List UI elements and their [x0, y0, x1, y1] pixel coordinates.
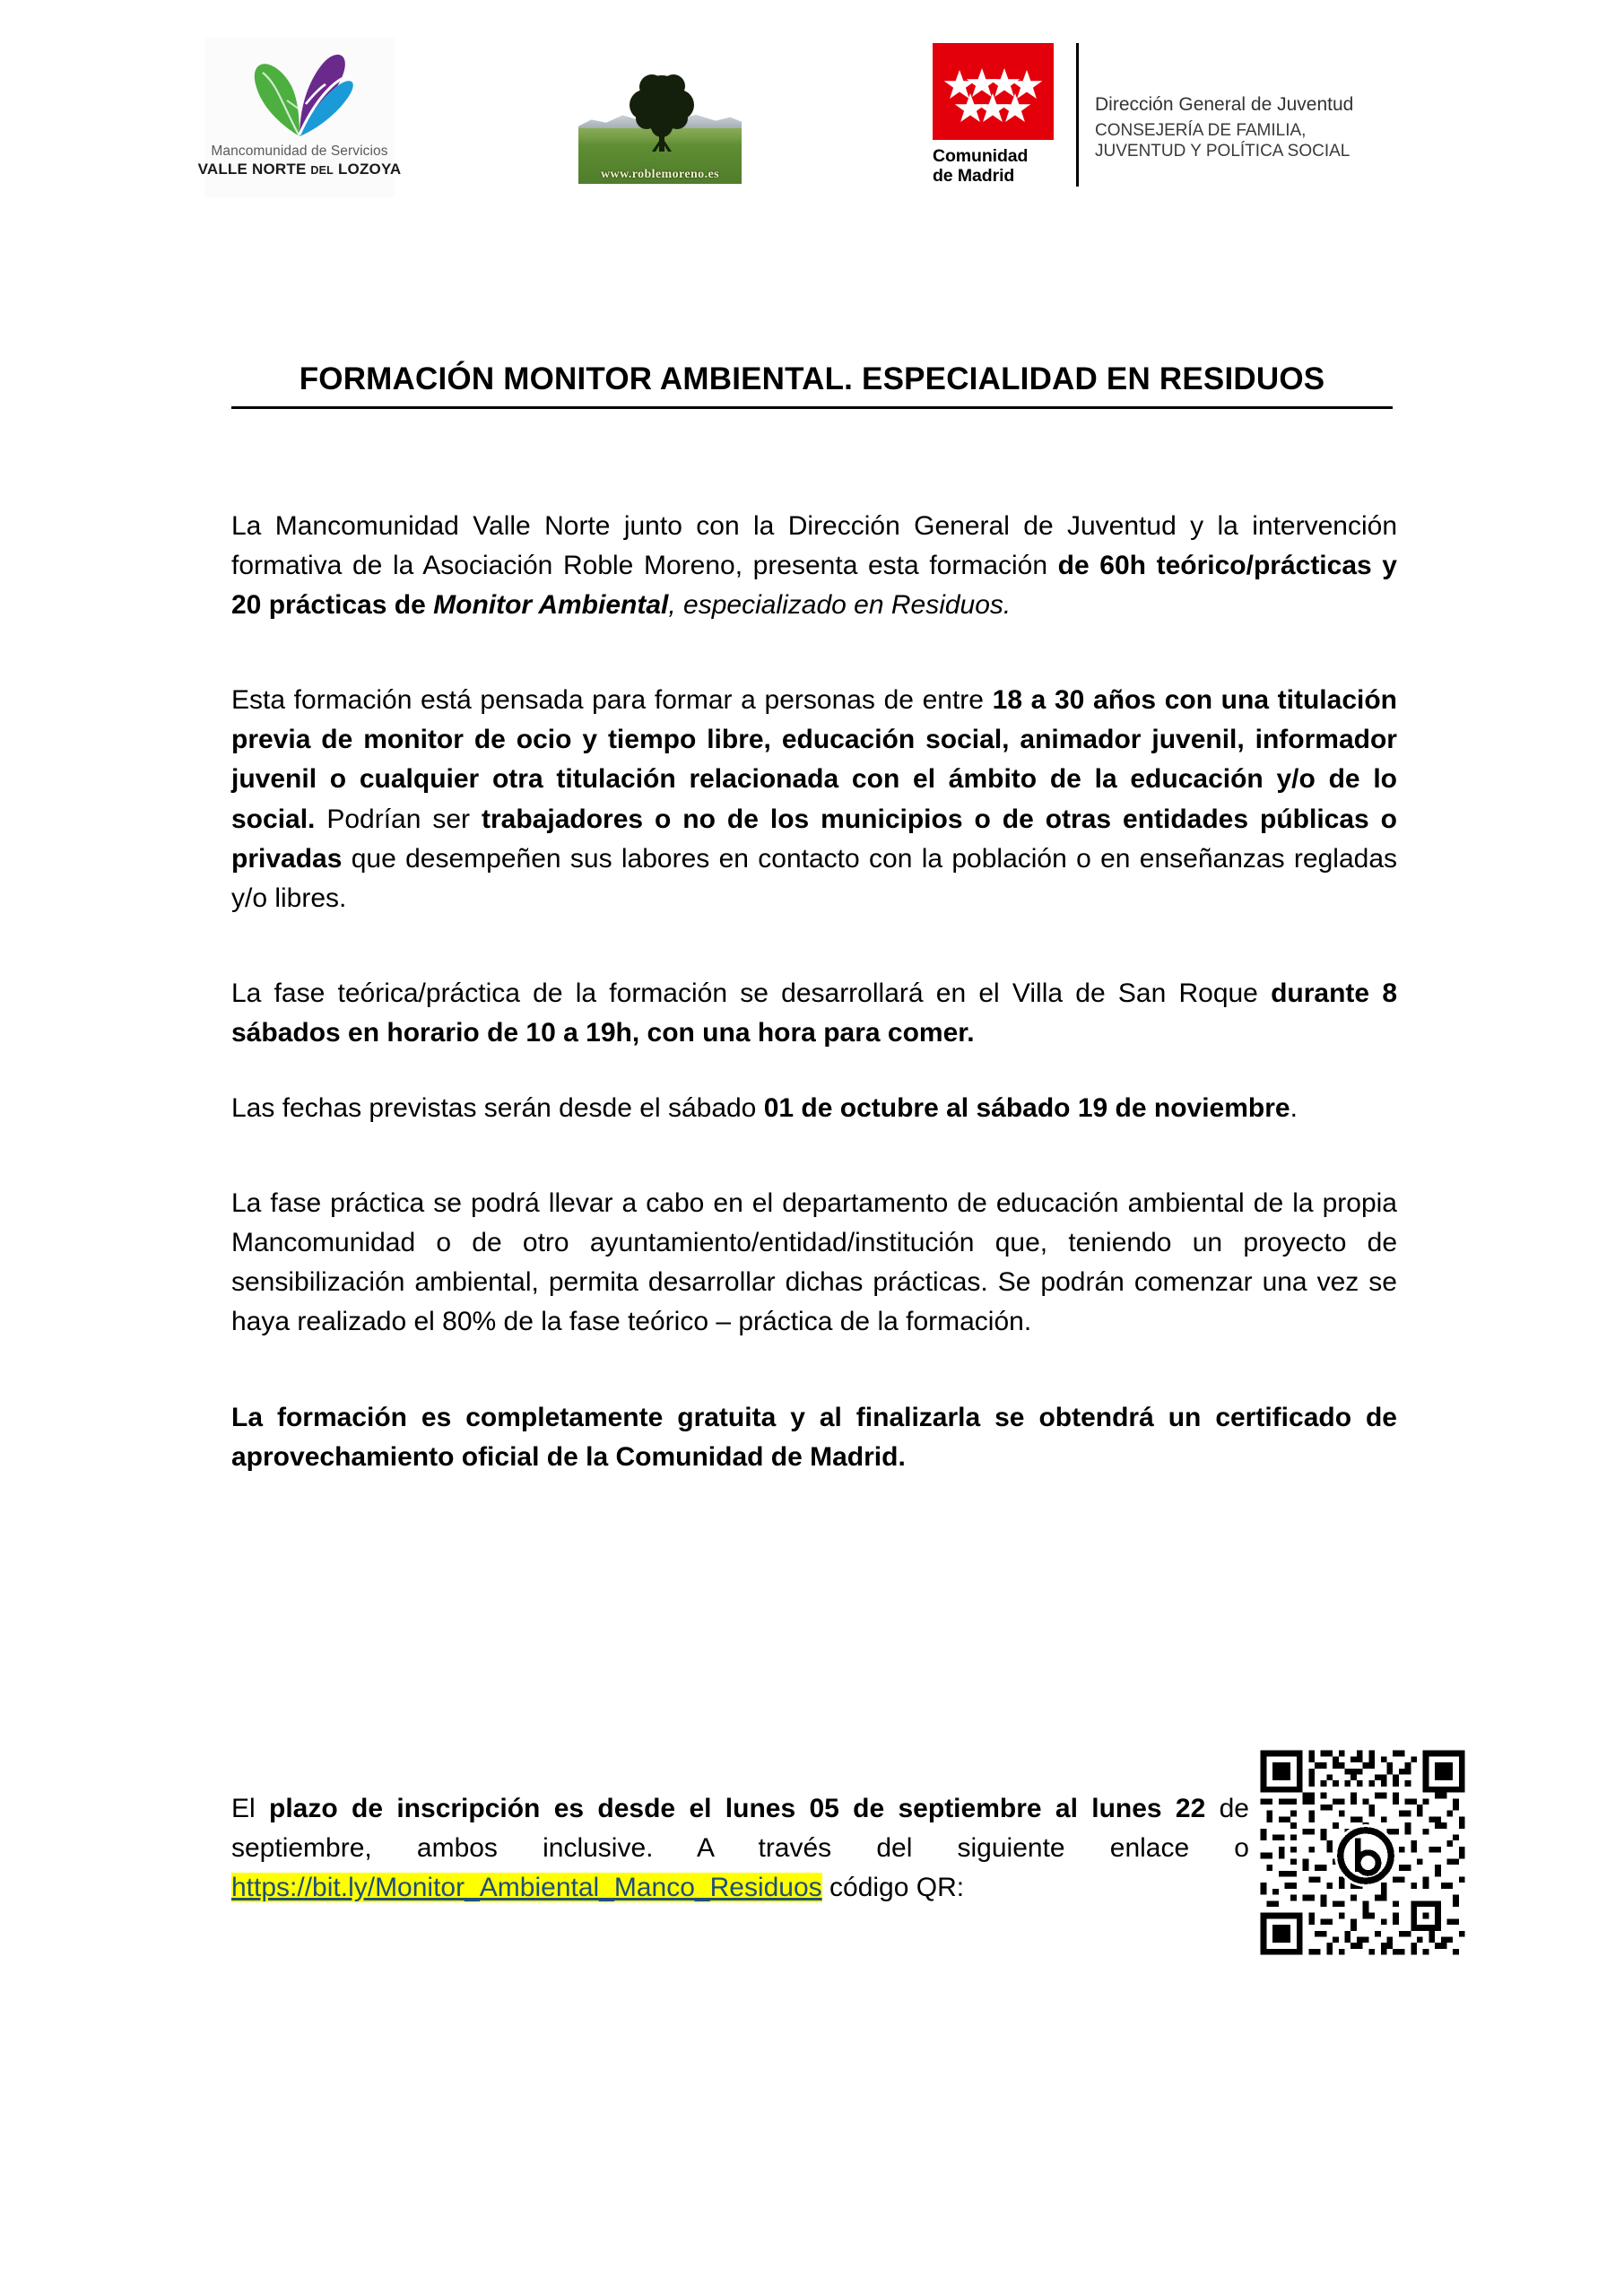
- roble-moreno-url-text: www.roblemoreno.es: [601, 168, 719, 181]
- mancomunidad-valle-norte-lozoya-logo: [197, 38, 402, 197]
- header-logos: [0, 0, 1624, 247]
- qr-code-matrix: [1255, 1744, 1477, 1967]
- mancomunidad-logo-valle-norte: VALLE NORTE: [197, 161, 311, 178]
- comunidad-de-madrid-department: [1095, 43, 1353, 162]
- p6-bold-1: La formación es completamente gratuita y al finalizarla se obtendrá un certificado de aprovechamiento oficial de la Comunidad de Madrid.: [231, 1402, 1397, 1472]
- p7-bold-1: plazo de inscripción es desde el lunes 05 de septiembre al lunes 22: [269, 1794, 1206, 1823]
- paragraph-spacer: [231, 625, 1397, 681]
- comunidad-de-madrid-wordmark: [933, 147, 1028, 187]
- p2-text-1: Esta formación está pensada para formar a personas de entre: [231, 685, 993, 716]
- comunidad-de-madrid-brand: [933, 43, 1074, 187]
- p3-text-1: La fase teórica/práctica de la formación se desarrollará en el Villa de San Roque: [231, 978, 1272, 1008]
- mancomunidad-logo-del: DEL: [310, 164, 334, 177]
- bitly-qr-code[interactable]: [1255, 1744, 1477, 1967]
- paragraph-free-certificate: [231, 1398, 1397, 1477]
- paragraph-spacer: [231, 918, 1397, 974]
- p2-text-3: que desempeñen sus labores en contacto con la población o en enseñanzas regladas y/o libres.: [231, 843, 1397, 913]
- direccion-general-juventud-text: Dirección General de Juventud: [1095, 94, 1354, 115]
- paragraph-intro: [231, 507, 1397, 625]
- p2-text-2: Podrían ser: [315, 804, 482, 834]
- paragraph-spacer: [231, 1343, 1397, 1398]
- consejeria-line1: CONSEJERÍA DE FAMILIA,: [1095, 121, 1307, 141]
- document-title-block: [231, 362, 1393, 409]
- p7-text-1: El: [231, 1794, 270, 1823]
- p5-text-1: La fase práctica se podrá llevar a cabo en el departamento de educación ambiental de la propia Mancomunidad o de otro ayuntamiento/entidad/institución que, teniendo un proyecto de sensibilización ambiental, permita desarrollar dichas prácticas. Se podrán comenzar una vez se haya realizado el 80% de la fase teórico – práctica de la formación.: [231, 1188, 1397, 1337]
- paragraph-registration: [231, 1789, 1249, 1908]
- p1-italic-1: , especializado en Residuos.: [668, 590, 1012, 621]
- mancomunidad-logo-line2: [198, 161, 402, 178]
- asociacion-roble-moreno-logo: [578, 58, 742, 184]
- leaf-mark-icon: [243, 47, 356, 140]
- p4-text-2: .: [1290, 1093, 1298, 1124]
- title-underline-rule: [231, 406, 1393, 409]
- paragraph-spacer: [231, 1053, 1397, 1089]
- consejeria-line2: JUVENTUD Y POLÍTICA SOCIAL: [1095, 142, 1350, 161]
- registration-paragraph-block: [231, 1789, 1249, 1908]
- paragraph-practice-phase: [231, 1184, 1397, 1342]
- p4-bold-1: 01 de octubre al sábado 19 de noviembre: [763, 1093, 1290, 1124]
- registration-link[interactable]: https://bit.ly/Monitor_Ambiental_Manco_Residuos: [231, 1873, 822, 1903]
- p2-bold-1: 18 a 30 años con una titulación previa de monitor de ocio y tiempo libre, educación social, animador juvenil, informador juvenil o cualquier otra titulación relacionada con el ámbito de la educación y/o de lo social.: [231, 685, 1397, 834]
- comunidad-de-madrid-logo: [933, 43, 1353, 191]
- paragraph-spacer: [231, 1128, 1397, 1184]
- paragraph-target-audience: [231, 681, 1397, 918]
- p7-text-3: código QR:: [821, 1873, 965, 1903]
- mancomunidad-logo-lozoya: LOZOYA: [334, 161, 402, 178]
- p1-bolditalic-1: Monitor Ambiental: [433, 590, 669, 621]
- paragraph-dates: [231, 1089, 1397, 1128]
- p3-bold-1: durante 8 sábados en horario de 10 a 19h, con una hora para comer.: [231, 978, 1398, 1048]
- logo-divider: [1076, 43, 1079, 187]
- oak-tree-icon: [625, 71, 699, 157]
- p7-text-2: de septiembre, ambos inclusive. A través del siguiente enlace o: [231, 1794, 1249, 1864]
- p2-bold-2: trabajadores o no de los municipios o de otras entidades públicas o privadas: [231, 804, 1397, 874]
- mancomunidad-logo-line1: Mancomunidad de Servicios: [211, 144, 388, 159]
- madrid-flag-icon: [933, 43, 1054, 140]
- page-title: FORMACIÓN MONITOR AMBIENTAL. ESPECIALIDAD EN RESIDUOS: [299, 361, 1325, 396]
- consejeria-text: [1095, 120, 1353, 161]
- comunidad-word: Comunidad: [933, 146, 1029, 166]
- document-body: [231, 507, 1397, 1477]
- p1-bold-1: de 60h teórico/prácticas y 20 prácticas de: [231, 551, 1397, 621]
- p4-text-1: Las fechas previstas serán desde el sábado: [231, 1093, 764, 1124]
- p1-text-1: La Mancomunidad Valle Norte junto con la Dirección General de Juventud y la intervención formativa de la Asociación Roble Moreno, presenta esta formación: [231, 511, 1397, 581]
- de-madrid-word: de Madrid: [933, 165, 1015, 186]
- paragraph-theory-phase: [231, 974, 1397, 1053]
